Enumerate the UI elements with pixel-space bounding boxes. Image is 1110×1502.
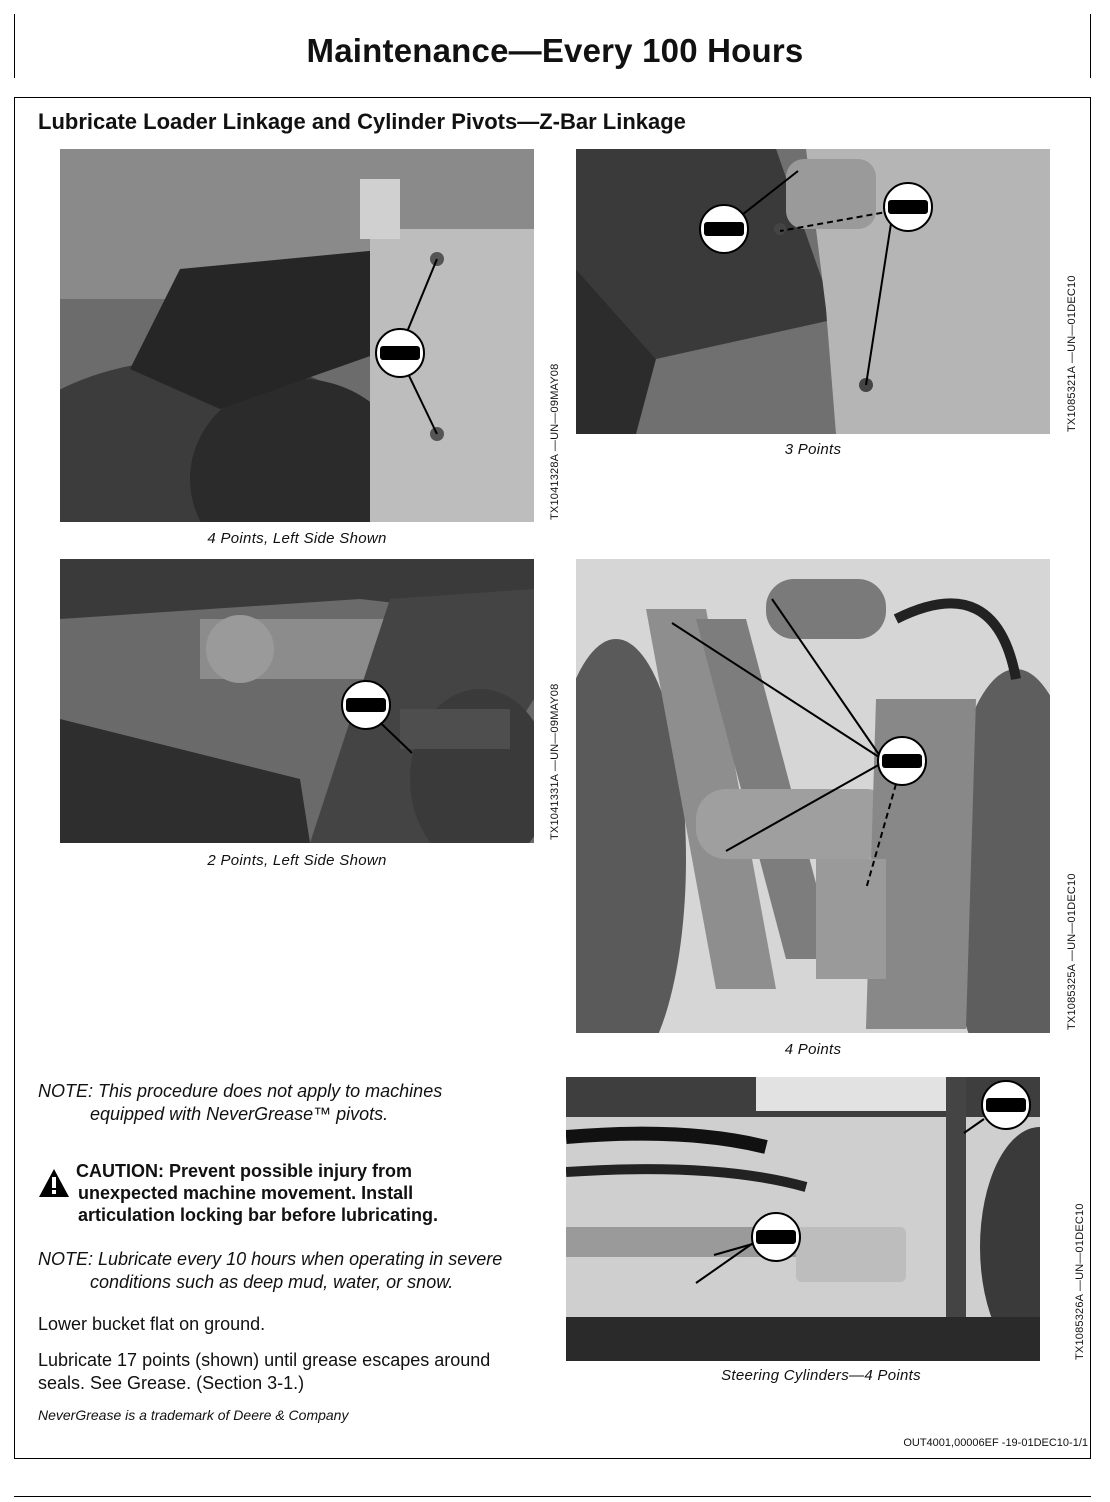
figure-caption: 3 Points [784,441,842,458]
caution-line: articulation locking bar before lubricating. [78,1205,439,1225]
caution-line: unexpected machine movement. Install [78,1183,414,1203]
figure-caption: 2 Points, Left Side Shown [207,852,387,869]
footer-rule [14,1496,1091,1497]
figure-id: TX1085326A —UN—01DEC10 [1074,1203,1086,1360]
grease-callout-fig2 [576,149,1050,434]
section-title: Lubricate Loader Linkage and Cylinder Pivots—Z-Bar Linkage [38,109,686,134]
figure-id: TX1085321A —UN—01DEC10 [1066,275,1078,432]
step-line: Lubricate 17 points (shown) until grease escapes around [38,1350,491,1370]
document-reference: OUT4001,00006EF -19-01DEC10-1/1 [903,1437,1088,1449]
note-line: conditions such as deep mud, water, or snow. [90,1272,454,1292]
figure-id: TX1041328A —UN—09MAY08 [549,363,561,520]
note-severe-conditions [38,1248,568,1294]
caution-block [38,1160,558,1226]
caution-line: CAUTION: Prevent possible injury from [76,1161,413,1181]
note-line: NOTE: This procedure does not apply to machines [38,1081,443,1101]
grease-gun-icon [752,1213,800,1261]
grease-callout-fig1 [60,149,534,522]
figure-id: TX1085325A —UN—01DEC10 [1066,873,1078,1030]
grease-callout-fig5 [566,1077,1040,1361]
grease-gun-icon [700,205,748,253]
grease-gun-icon [376,329,424,377]
figure-caption: Steering Cylinders—4 Points [721,1367,921,1384]
grease-callout-fig3 [60,559,534,843]
step-lower-bucket: Lower bucket flat on ground. [38,1314,266,1334]
note-line: NOTE: Lubricate every 10 hours when operating in severe [38,1249,503,1269]
grease-gun-icon [884,183,932,231]
figure-id: TX1041331A —UN—09MAY08 [549,683,561,840]
grease-callout-fig4 [576,559,1050,1033]
note-nevergrease [38,1080,558,1126]
grease-gun-icon [342,681,390,729]
figure-caption: 4 Points [784,1041,842,1058]
page-title: Maintenance—Every 100 Hours [306,32,804,69]
grease-gun-icon [982,1081,1030,1129]
step-line: seals. See Grease. (Section 3-1.) [38,1373,305,1393]
note-line: equipped with NeverGrease™ pivots. [90,1104,389,1124]
warning-triangle-icon [38,1168,70,1198]
grease-gun-icon [878,737,926,785]
figure-caption: 4 Points, Left Side Shown [207,530,387,547]
step-lubricate [38,1349,568,1395]
trademark-note: NeverGrease is a trademark of Deere & Company [38,1407,349,1423]
